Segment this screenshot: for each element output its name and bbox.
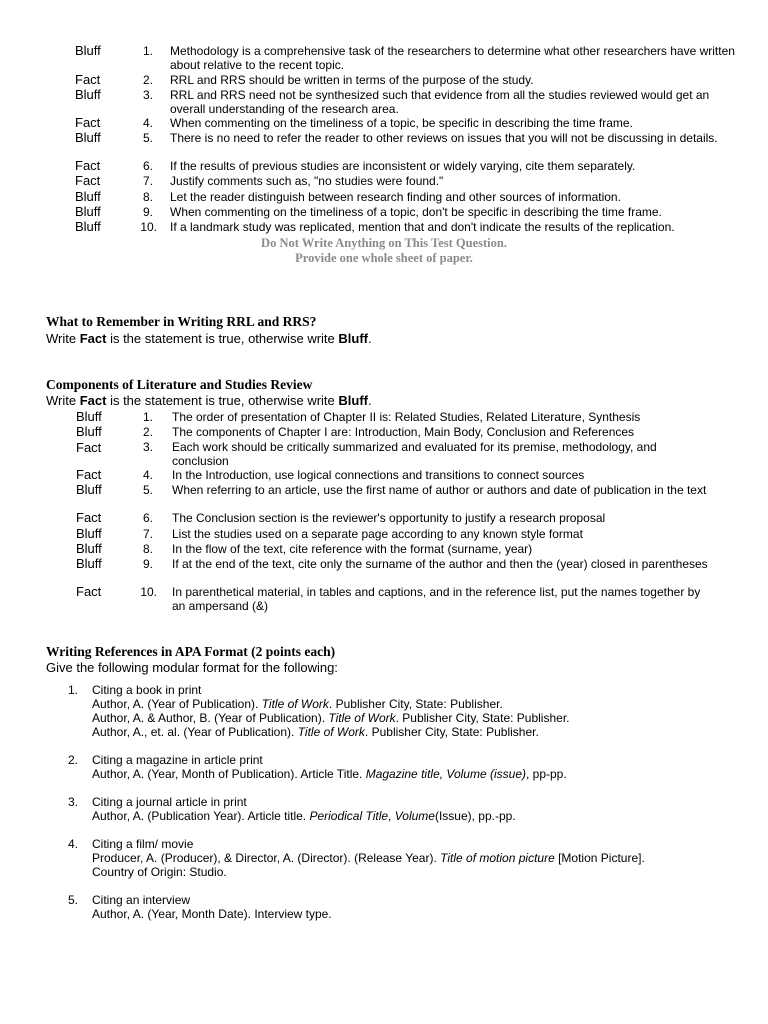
format-italic: Title of Work bbox=[297, 725, 365, 739]
instruction-part: is the statement is true, otherwise write bbox=[106, 393, 339, 408]
answer-label: Fact bbox=[75, 72, 101, 87]
item-text: List the studies used on a separate page according to any known style format bbox=[172, 527, 583, 541]
item-number: 1. bbox=[142, 410, 153, 424]
item-number: 5. bbox=[142, 131, 153, 145]
answer-label: Bluff bbox=[76, 556, 102, 571]
answer-label: Bluff bbox=[75, 43, 101, 58]
format-text: , pp-pp. bbox=[526, 767, 567, 781]
apa-format-line bbox=[92, 851, 722, 865]
instruction-part: Write bbox=[46, 331, 80, 346]
answer-label: Bluff bbox=[75, 219, 101, 234]
instruction-fact: Fact bbox=[79, 393, 107, 408]
answer-label: Bluff bbox=[76, 409, 102, 424]
format-text: . Publisher City, State: Publisher. bbox=[328, 697, 503, 711]
format-text: Author, A. (Year of Publication). bbox=[92, 697, 262, 711]
section-heading: What to Remember in Writing RRL and RRS? bbox=[46, 314, 317, 329]
format-text: Author, A. (Year, Month of Publication). Article Title. bbox=[92, 767, 366, 781]
format-italic: Magazine title, Volume (issue) bbox=[365, 767, 526, 781]
item-number: 8. bbox=[142, 542, 153, 556]
item-text: If the results of previous studies are inconsistent or widely varying, cite them separately. bbox=[170, 159, 636, 173]
apa-item-label: Citing a book in print bbox=[92, 683, 202, 697]
answer-label: Bluff bbox=[76, 424, 102, 439]
item-number: 3. bbox=[68, 795, 79, 809]
item-number: 1. bbox=[142, 44, 153, 58]
item-number: 4. bbox=[142, 116, 153, 130]
item-text: When referring to an article, use the first name of author or authors and date of publication in the text bbox=[172, 483, 707, 497]
format-italic: Periodical Title bbox=[309, 809, 389, 823]
apa-format-line: Country of Origin: Studio. bbox=[92, 865, 227, 879]
item-number: 7. bbox=[142, 174, 153, 188]
item-text: If at the end of the text, cite only the surname of the author and then the (year) closed in parentheses bbox=[172, 557, 708, 571]
apa-item-body bbox=[92, 893, 722, 921]
apa-item-body bbox=[92, 683, 722, 739]
apa-item-body bbox=[92, 753, 722, 781]
item-text: RRL and RRS need not be synthesized such that evidence from all the studies reviewed would get an overall understanding of the research area. bbox=[170, 88, 710, 116]
answer-label: Fact bbox=[76, 467, 102, 482]
item-text: The components of Chapter I are: Introduction, Main Body, Conclusion and References bbox=[172, 425, 635, 439]
note-line-2: Provide one whole sheet of paper. bbox=[295, 251, 473, 265]
answer-label: Fact bbox=[76, 510, 102, 525]
instruction-fact: Fact bbox=[79, 331, 107, 346]
section-heading: Components of Literature and Studies Review bbox=[46, 377, 313, 392]
item-text: The Conclusion section is the reviewer's opportunity to justify a research proposal bbox=[172, 511, 606, 525]
instruction-text: Give the following modular format for the following: bbox=[46, 660, 338, 675]
item-number: 5. bbox=[142, 483, 153, 497]
section-heading: Writing References in APA Format (2 points each) bbox=[46, 644, 336, 659]
item-number: 9. bbox=[142, 557, 153, 571]
item-number: 8. bbox=[142, 190, 153, 204]
apa-item-label: Citing an interview bbox=[92, 893, 191, 907]
answer-label: Bluff bbox=[76, 541, 102, 556]
apa-format-line bbox=[92, 767, 722, 781]
format-text: Producer, A. (Producer), & Director, A. (Director). (Release Year). bbox=[92, 851, 441, 865]
apa-item-body bbox=[92, 837, 722, 879]
item-number: 6. bbox=[142, 511, 153, 525]
format-italic: Volume bbox=[394, 809, 435, 823]
answer-label: Fact bbox=[75, 115, 101, 130]
format-text: . Publisher City, State: Publisher. bbox=[364, 725, 539, 739]
item-text: In parenthetical material, in tables and captions, and in the reference list, put the names together by an ampersand (&) bbox=[172, 585, 701, 613]
instruction-part: is the statement is true, otherwise write bbox=[106, 331, 339, 346]
answer-label: Bluff bbox=[75, 189, 101, 204]
item-number: 10. bbox=[140, 585, 157, 599]
format-italic: Title of Work bbox=[261, 697, 329, 711]
format-text: (Issue), pp.-pp. bbox=[434, 809, 516, 823]
apa-format-line bbox=[92, 697, 722, 711]
instruction-part: . bbox=[368, 331, 372, 346]
format-text: [Motion Picture]. bbox=[554, 851, 645, 865]
item-text: Methodology is a comprehensive task of the researchers to determine what other researchers have written about relative to the recent topic. bbox=[170, 44, 735, 72]
item-text: When commenting on the timeliness of a topic, be specific in describing the time frame. bbox=[170, 116, 633, 130]
instruction-bluff: Bluff bbox=[338, 331, 368, 346]
apa-item-label: Citing a journal article in print bbox=[92, 795, 247, 809]
item-number: 2. bbox=[142, 73, 153, 87]
format-text: , bbox=[388, 809, 395, 823]
format-italic: Title of motion picture bbox=[440, 851, 555, 865]
item-text: RRL and RRS should be written in terms of the purpose of the study. bbox=[170, 73, 534, 87]
item-number: 3. bbox=[142, 88, 153, 102]
apa-format-line bbox=[92, 711, 722, 725]
item-text: If a landmark study was replicated, mention that and don't indicate the results of the replication. bbox=[170, 220, 675, 234]
item-number: 9. bbox=[142, 205, 153, 219]
item-text: Let the reader distinguish between research finding and other sources of information. bbox=[170, 190, 621, 204]
instruction-part: Write bbox=[46, 393, 80, 408]
item-text: The order of presentation of Chapter II is: Related Studies, Related Literature, Synthesis bbox=[172, 410, 641, 424]
apa-item-body bbox=[92, 795, 722, 823]
item-text: There is no need to refer the reader to other reviews on issues that you will not be discussing in details. bbox=[170, 131, 718, 145]
format-text: Author, A., et. al. (Year of Publication). bbox=[92, 725, 298, 739]
item-number: 10. bbox=[140, 220, 157, 234]
answer-label: Fact bbox=[75, 173, 101, 188]
item-text: In the flow of the text, cite reference with the format (surname, year) bbox=[172, 542, 533, 556]
format-text: Author, A. (Publication Year). Article title. bbox=[92, 809, 310, 823]
item-number: 6. bbox=[142, 159, 153, 173]
instruction-bluff: Bluff bbox=[338, 393, 368, 408]
answer-label: Fact bbox=[76, 584, 102, 599]
instruction-part: . bbox=[368, 393, 372, 408]
item-text: In the Introduction, use logical connections and transitions to connect sources bbox=[172, 468, 585, 482]
item-text: Each work should be critically summarized and evaluated for its premise, methodology, and conclusion bbox=[172, 440, 657, 468]
answer-label: Bluff bbox=[76, 482, 102, 497]
answer-label: Bluff bbox=[75, 130, 101, 145]
item-number: 3. bbox=[142, 440, 153, 454]
item-number: 5. bbox=[68, 893, 79, 907]
item-text: Justify comments such as, "no studies were found." bbox=[170, 174, 444, 188]
item-number: 1. bbox=[68, 683, 79, 697]
note-line-1: Do Not Write Anything on This Test Question. bbox=[261, 236, 507, 250]
item-number: 2. bbox=[142, 425, 153, 439]
item-number: 4. bbox=[68, 837, 79, 851]
item-number: 7. bbox=[142, 527, 153, 541]
format-text: . Publisher City, State: Publisher. bbox=[395, 711, 570, 725]
apa-item-label: Citing a film/ movie bbox=[92, 837, 194, 851]
format-italic: Title of Work bbox=[328, 711, 396, 725]
answer-label: Bluff bbox=[75, 87, 101, 102]
answer-label: Bluff bbox=[76, 526, 102, 541]
answer-label: Fact bbox=[76, 440, 102, 455]
apa-format-line bbox=[92, 725, 722, 739]
apa-format-line bbox=[92, 809, 722, 823]
item-number: 2. bbox=[68, 753, 79, 767]
format-text: Author, A. & Author, B. (Year of Publication). bbox=[92, 711, 329, 725]
answer-label: Fact bbox=[75, 158, 101, 173]
apa-format-line: Author, A. (Year, Month Date). Interview type. bbox=[92, 907, 332, 921]
answer-label: Bluff bbox=[75, 204, 101, 219]
apa-item-label: Citing a magazine in article print bbox=[92, 753, 263, 767]
item-number: 4. bbox=[142, 468, 153, 482]
item-text: When commenting on the timeliness of a topic, don't be specific in describing the time frame. bbox=[170, 205, 662, 219]
